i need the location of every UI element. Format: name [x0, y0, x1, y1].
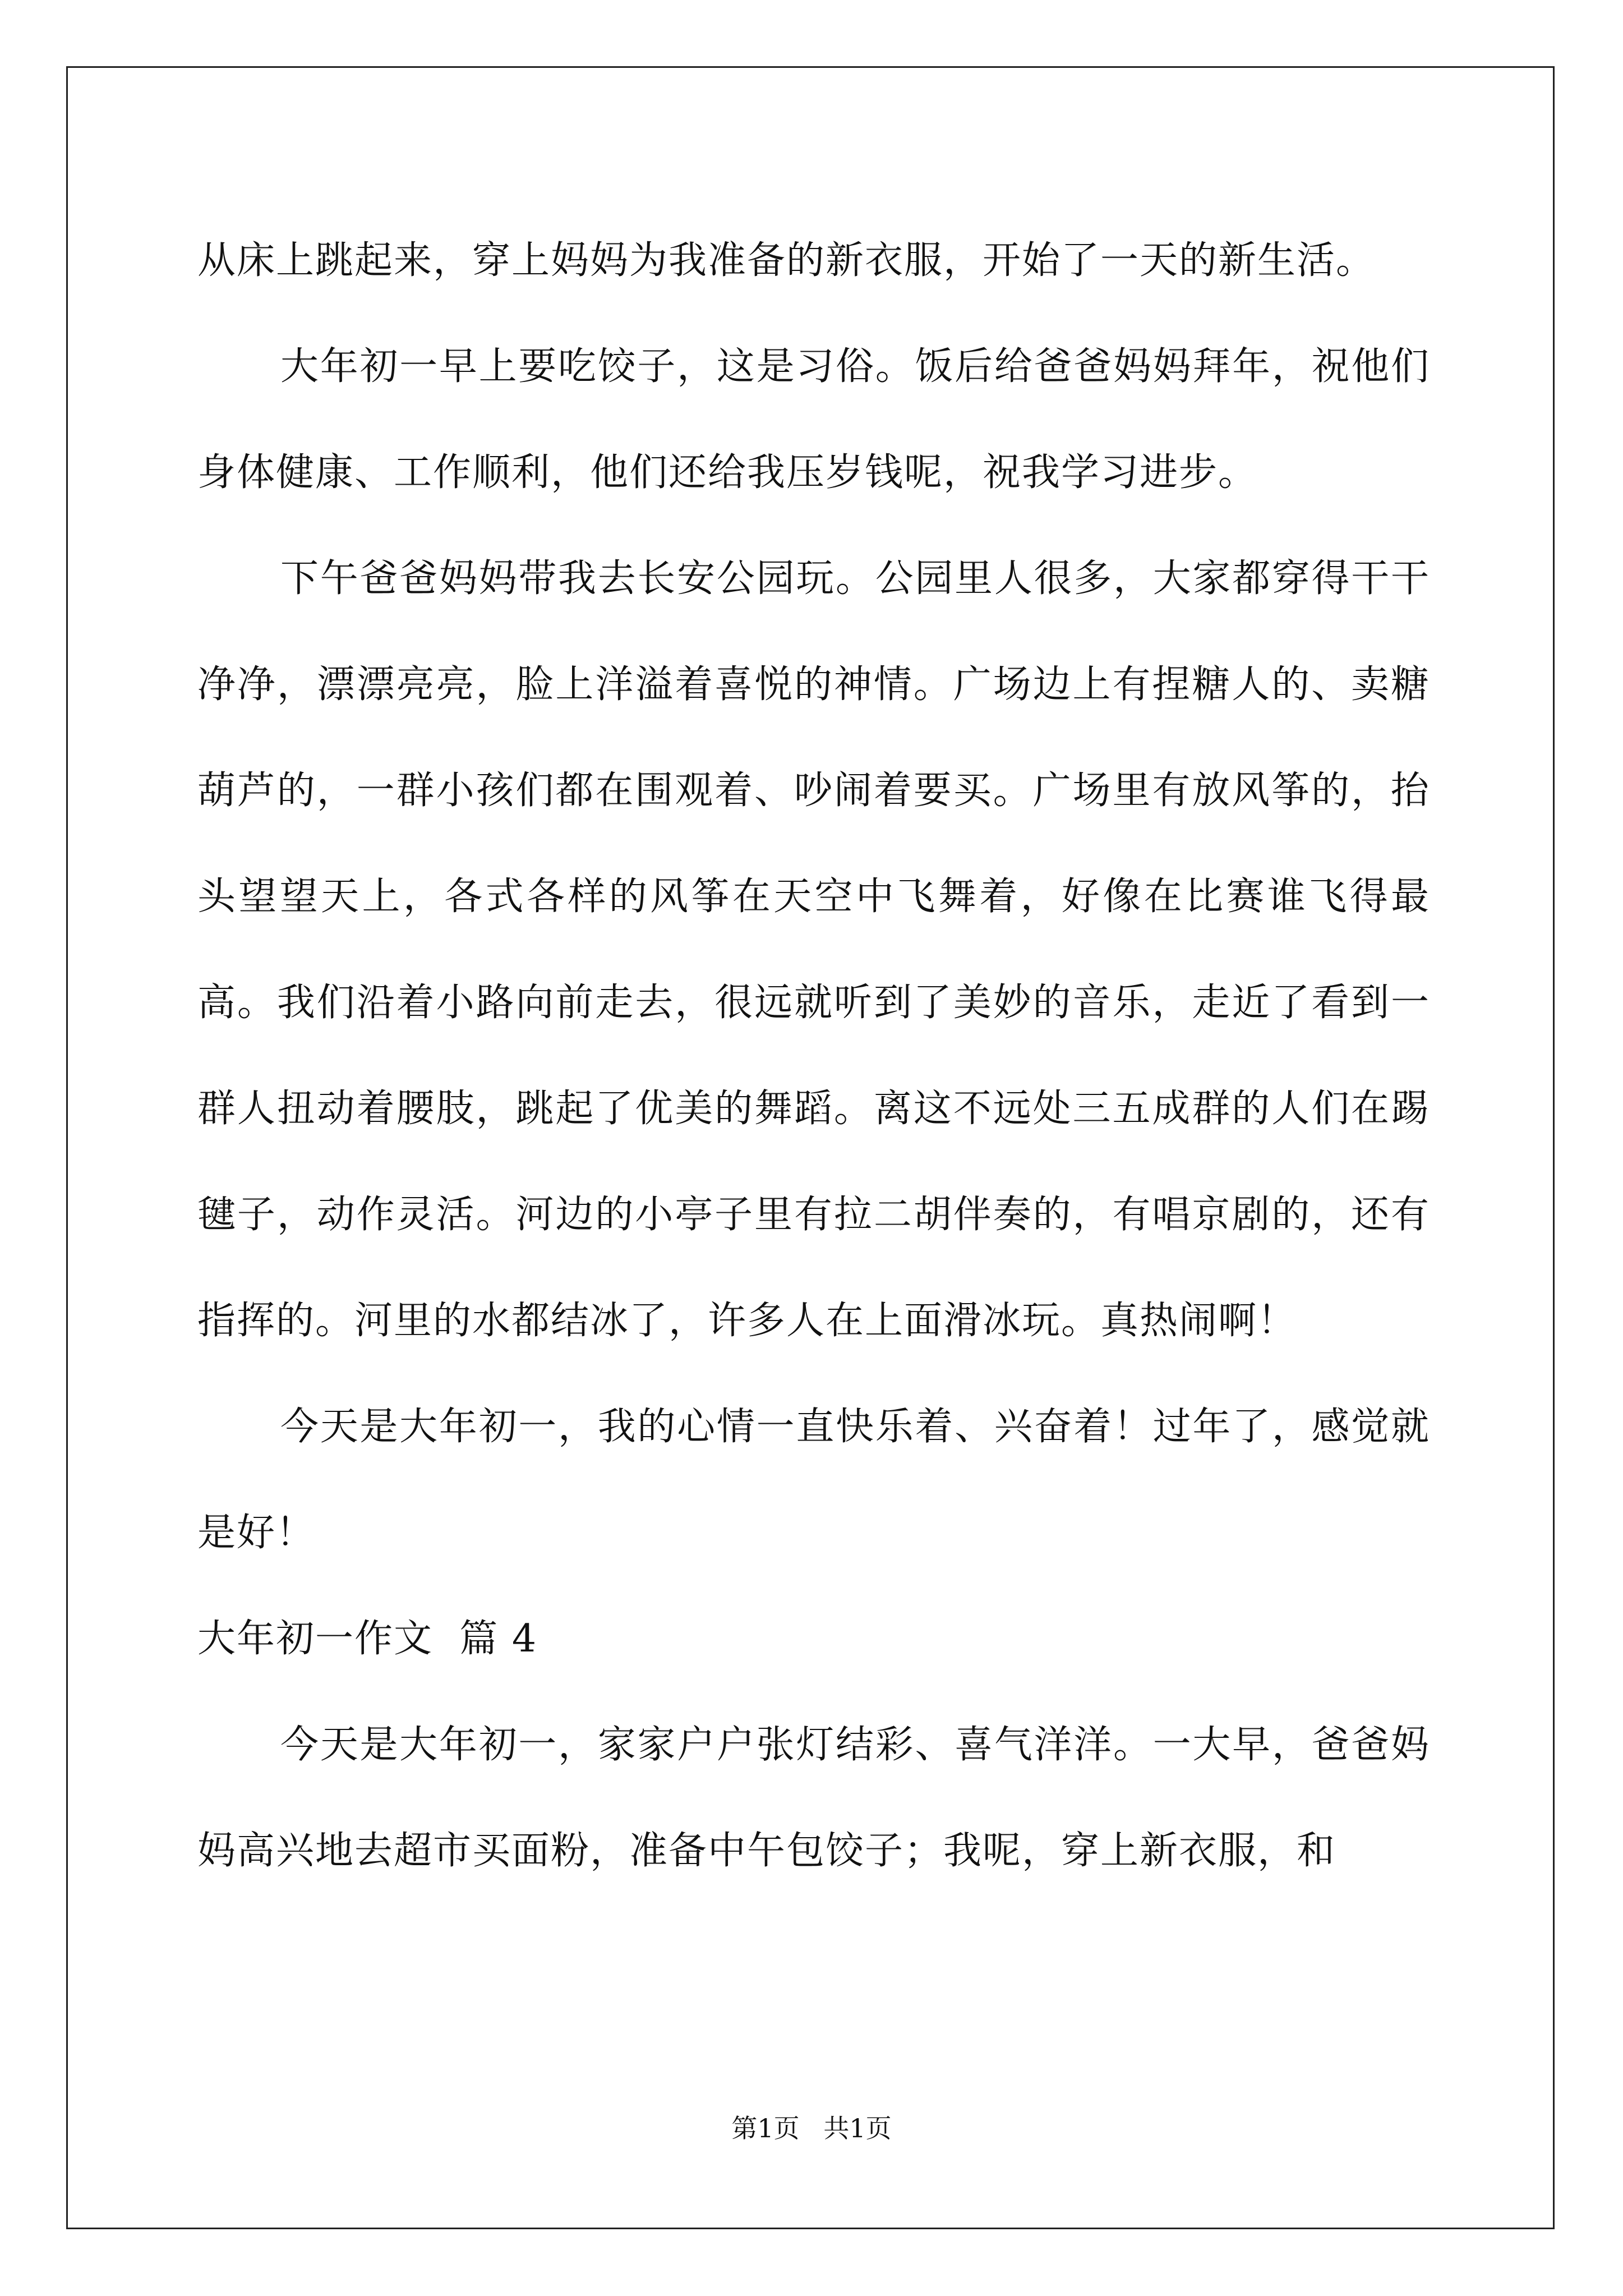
paragraph-continuation: 从床上跳起来，穿上妈妈为我准备的新衣服，开始了一天的新生活。 [197, 238, 1376, 283]
paragraph: 大年初一早上要吃饺子，这是习俗。饭后给爸爸妈妈拜年，祝他们身体健康、工作顺利，他们还给我压岁钱呢，祝我学习进步。 [197, 344, 1430, 495]
page-number: 第1页 [731, 2113, 800, 2143]
paragraph: 今天是大年初一，我的心情一直快乐着、兴奋着！过年了，感觉就是好！ [197, 1405, 1430, 1555]
page-footer [0, 2108, 1623, 2145]
paragraph: 今天是大年初一，家家户户张灯结彩、喜气洋洋。一大早，爸爸妈妈高兴地去超市买面粉，准备中午包饺子；我呢，穿上新衣服，和 [197, 1723, 1430, 1873]
document-body [197, 208, 1430, 1904]
section-heading: 大年初一作文 篇 4 [197, 1617, 538, 1661]
page-total: 共1页 [823, 2113, 892, 2143]
paragraph: 下午爸爸妈妈带我去长安公园玩。公园里人很多，大家都穿得干干净净，漂漂亮亮，脸上洋溢着喜悦的神情。广场边上有捏糖人的、卖糖葫芦的，一群小孩们都在围观着、吵闹着要买。广场里有放风筝的，抬头望望天上，各式各样的风筝在天空中飞舞着，好像在比赛谁飞得最高。我们沿着小路向前走去，很远就听到了美妙的音乐，走近了看到一群人扭动着腰肢，跳起了优美的舞蹈。离这不远处三五成群的人们在踢毽子，动作灵活。河边的小亭子里有拉二胡伴奏的，有唱京剧的，还有指挥的。河里的水都结冰了，许多人在上面滑冰玩。真热闹啊！ [197, 556, 1430, 1343]
